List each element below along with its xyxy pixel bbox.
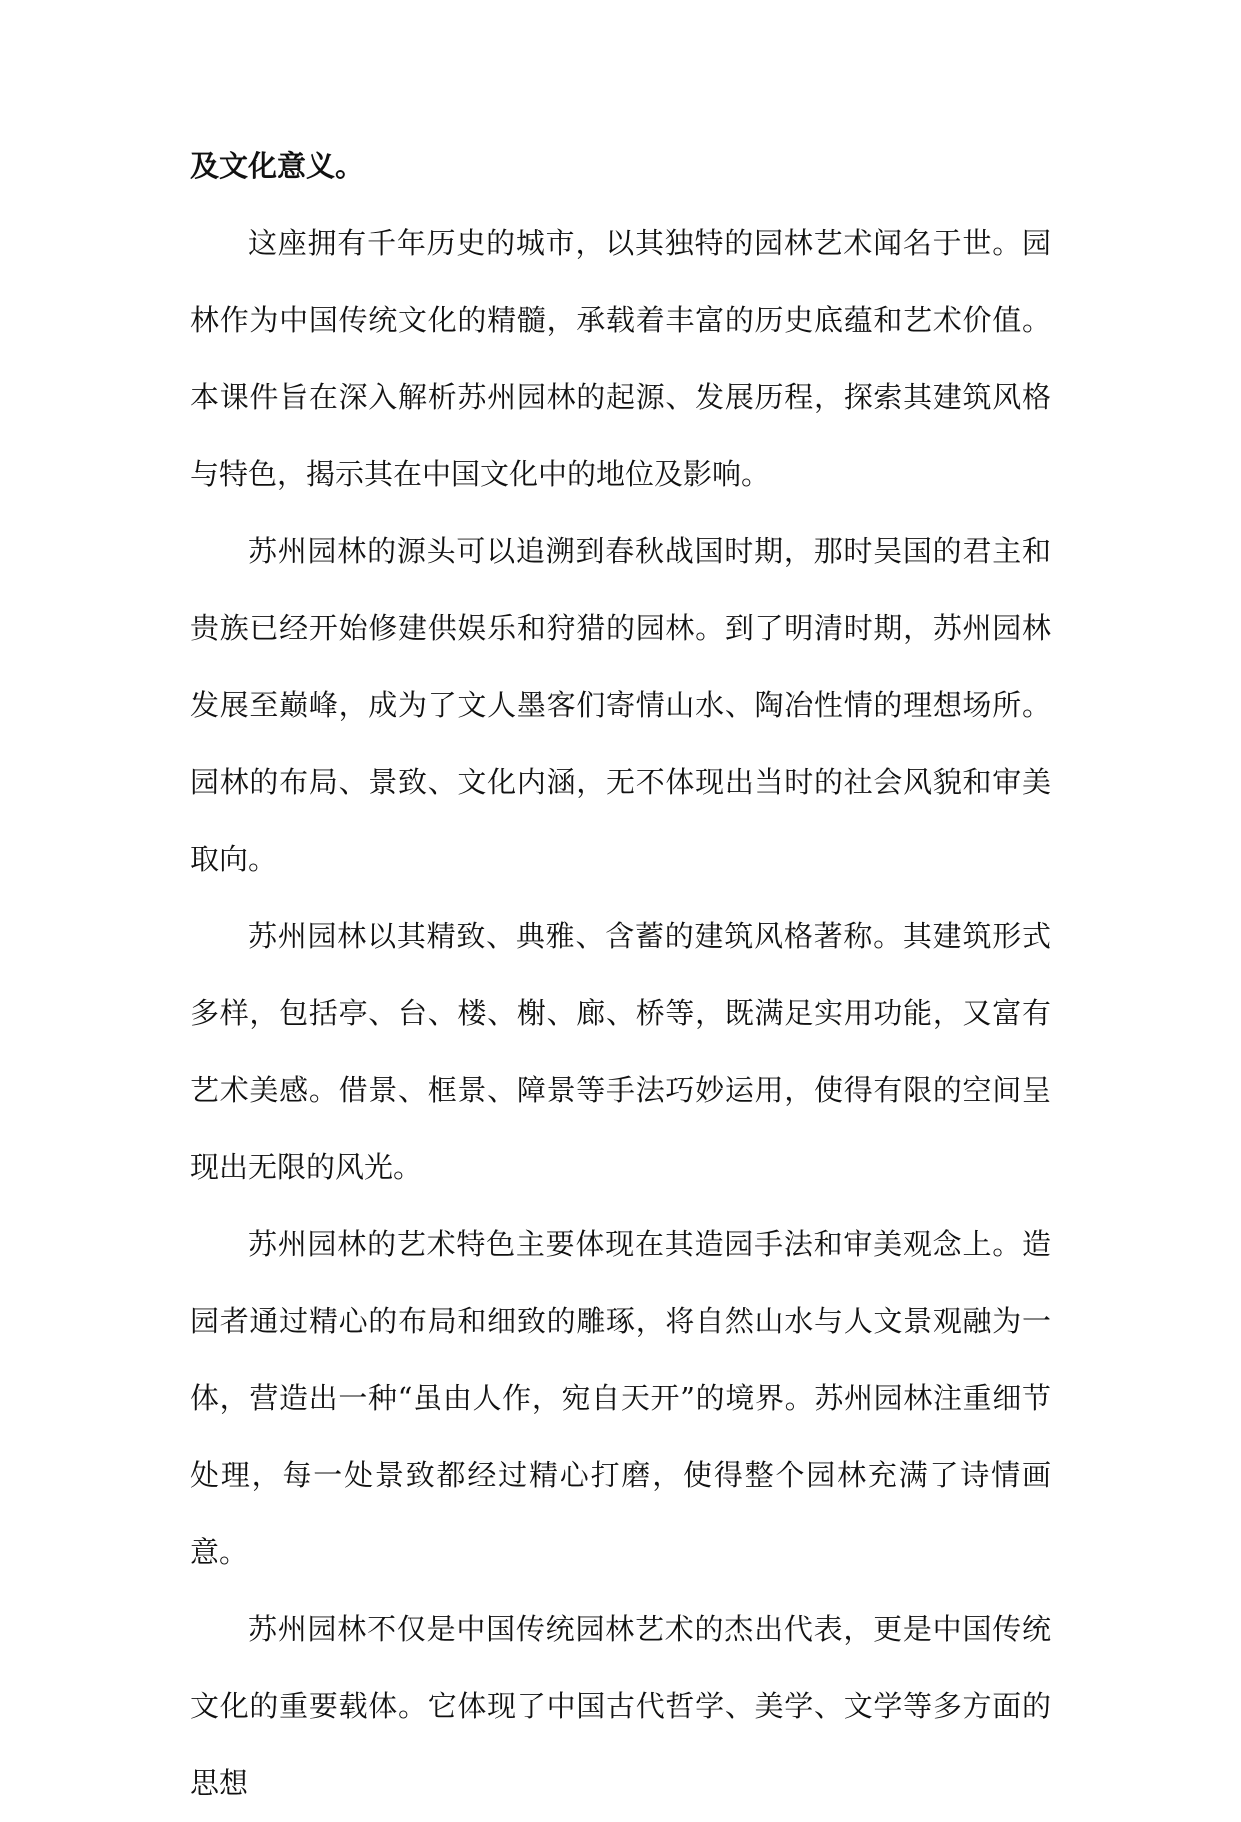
section-heading: 及文化意义。: [190, 149, 365, 183]
paragraph-cultural-significance: 苏州园林不仅是中国传统园林艺术的杰出代表，更是中国传统文化的重要载体。它体现了中国古代哲学、美学、文学等多方面的思想: [190, 1612, 1051, 1800]
paragraph-origin: 苏州园林的源头可以追溯到春秋战国时期，那时吴国的君主和贵族已经开始修建供娱乐和狩猎的园林。到了明清时期，苏州园林发展至巅峰，成为了文人墨客们寄情山水、陶冶性情的理想场所。园林的布局、景致、文化内涵，无不体现出当时的社会风貌和审美取向。: [190, 534, 1051, 876]
paragraph-artistic-features: 苏州园林的艺术特色主要体现在其造园手法和审美观念上。造园者通过精心的布局和细致的雕琢，将自然山水与人文景观融为一体，营造出一种“虽由人作，宛自天开”的境界。苏州园林注重细节处理，每一处景致都经过精心打磨，使得整个园林充满了诗情画意。: [190, 1227, 1051, 1569]
paragraph-introduction: 这座拥有千年历史的城市，以其独特的园林艺术闻名于世。园林作为中国传统文化的精髓，承载着丰富的历史底蕴和艺术价值。本课件旨在深入解析苏州园林的起源、发展历程，探索其建筑风格与特色，揭示其在中国文化中的地位及影响。: [190, 226, 1051, 491]
paragraph-architecture: 苏州园林以其精致、典雅、含蓄的建筑风格著称。其建筑形式多样，包括亭、台、楼、榭、廊、桥等，既满足实用功能，又富有艺术美感。借景、框景、障景等手法巧妙运用，使得有限的空间呈现出无限的风光。: [190, 919, 1051, 1184]
document-body: [190, 128, 1051, 1822]
